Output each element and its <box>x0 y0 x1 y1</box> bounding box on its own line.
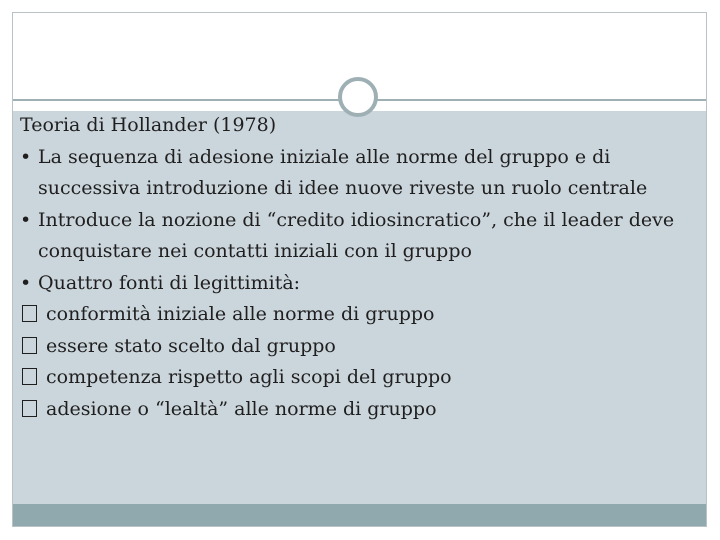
sub-list-item <box>20 394 680 426</box>
bullet-icon: • <box>20 208 32 231</box>
sub-item-text: adesione o “lealtà” alle norme di gruppo <box>46 397 437 420</box>
bullet-text: Quattro fonti di legittimità: <box>38 271 301 294</box>
checkbox-square-icon <box>22 337 37 354</box>
sub-list-item <box>20 299 680 331</box>
checkbox-square-icon <box>22 305 37 322</box>
sub-item-text: essere stato scelto dal gruppo <box>46 334 336 357</box>
sub-item-text: competenza rispetto agli scopi del gruppo <box>46 366 452 388</box>
sub-list-item <box>20 362 680 394</box>
bullet-icon: • <box>20 145 32 168</box>
bullet-text: La sequenza di adesione iniziale alle norme del gruppo e di successiva introduzione di idee nuove riveste un ruolo centrale <box>38 145 648 199</box>
bullet-item <box>20 142 680 205</box>
checkbox-square-icon <box>22 368 37 385</box>
checkbox-square-icon <box>22 400 37 417</box>
bullet-item <box>20 268 680 300</box>
sub-item-text: conformità iniziale alle norme di gruppo <box>46 303 435 325</box>
footer-bar <box>13 504 706 526</box>
sub-list-item <box>20 331 680 363</box>
slide-content <box>20 110 680 425</box>
bullet-icon: • <box>20 271 32 294</box>
bullet-item <box>20 205 680 268</box>
bullet-text: Introduce la nozione di “credito idiosincratico”, che il leader deve conquistare nei contatti iniziali con il gruppo <box>38 208 675 262</box>
slide-title: Teoria di Hollander (1978) <box>20 114 277 136</box>
